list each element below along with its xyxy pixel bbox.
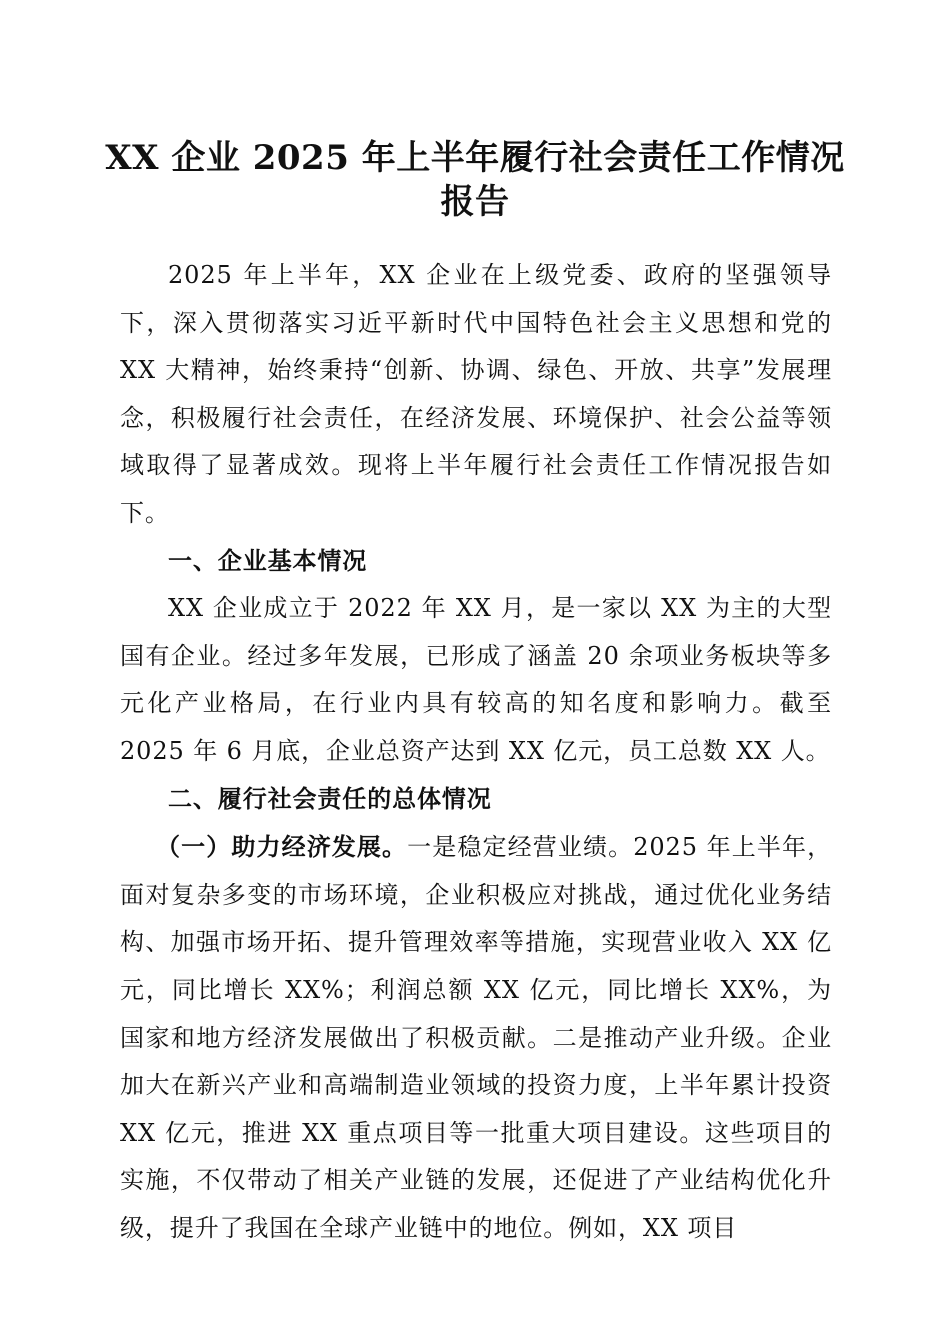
intro-paragraph: 2025 年上半年，XX 企业在上级党委、政府的坚强领导下，深入贯彻落实习近平新时代中国特色社会主义思想和党的 XX 大精神，始终秉持“创新、协调、绿色、开放、共享”发展理念，积极履行社会责任，在经济发展、环境保护、社会公益等领域取得了显著成效。现将上半年履行社会责任工作情况报告如下。 bbox=[120, 261, 832, 527]
section-1-paragraph: XX 企业成立于 2022 年 XX 月，是一家以 XX 为主的大型国有企业。经过多年发展，已形成了涵盖 20 余项业务板块等多元化产业格局，在行业内具有较高的知名度和影响力。截至 2025 年 6 月底，企业总资产达到 XX 亿元，员工总数 XX 人。 bbox=[120, 594, 832, 765]
document-title bbox=[95, 136, 855, 224]
section-2-subsection-1-paragraph bbox=[120, 823, 832, 1252]
document-title-line-1: XX 企业 2025 年上半年履行社会责任工作情况 bbox=[105, 138, 845, 178]
section-2-subsection-1-text: 一是稳定经营业绩。2025 年上半年，面对复杂多变的市场环境，企业积极应对挑战，通过优化业务结构、加强市场开拓、提升管理效率等措施，实现营业收入 XX 亿元，同比增长 XX%；利润总额 XX 亿元，同比增长 XX%，为国家和地方经济发展做出了积极贡献。二是推动产业升级。企业加大在新兴产业和高端制造业领域的投资力度，上半年累计投资 XX 亿元，推进 XX 重点项目等一批重大项目建设。这些项目的实施，不仅带动了相关产业链的发展，还促进了产业结构优化升级，提升了我国在全球产业链中的地位。例如，XX 项目 bbox=[120, 833, 833, 1242]
section-2-heading: 二、履行社会责任的总体情况 bbox=[168, 784, 492, 813]
section-2-subsection-1-lead: （一）助力经济发展。 bbox=[156, 832, 408, 862]
document-title-line-2: 报告 bbox=[440, 182, 510, 222]
section-1-heading: 一、企业基本情况 bbox=[168, 546, 368, 575]
document-body bbox=[120, 252, 832, 1252]
